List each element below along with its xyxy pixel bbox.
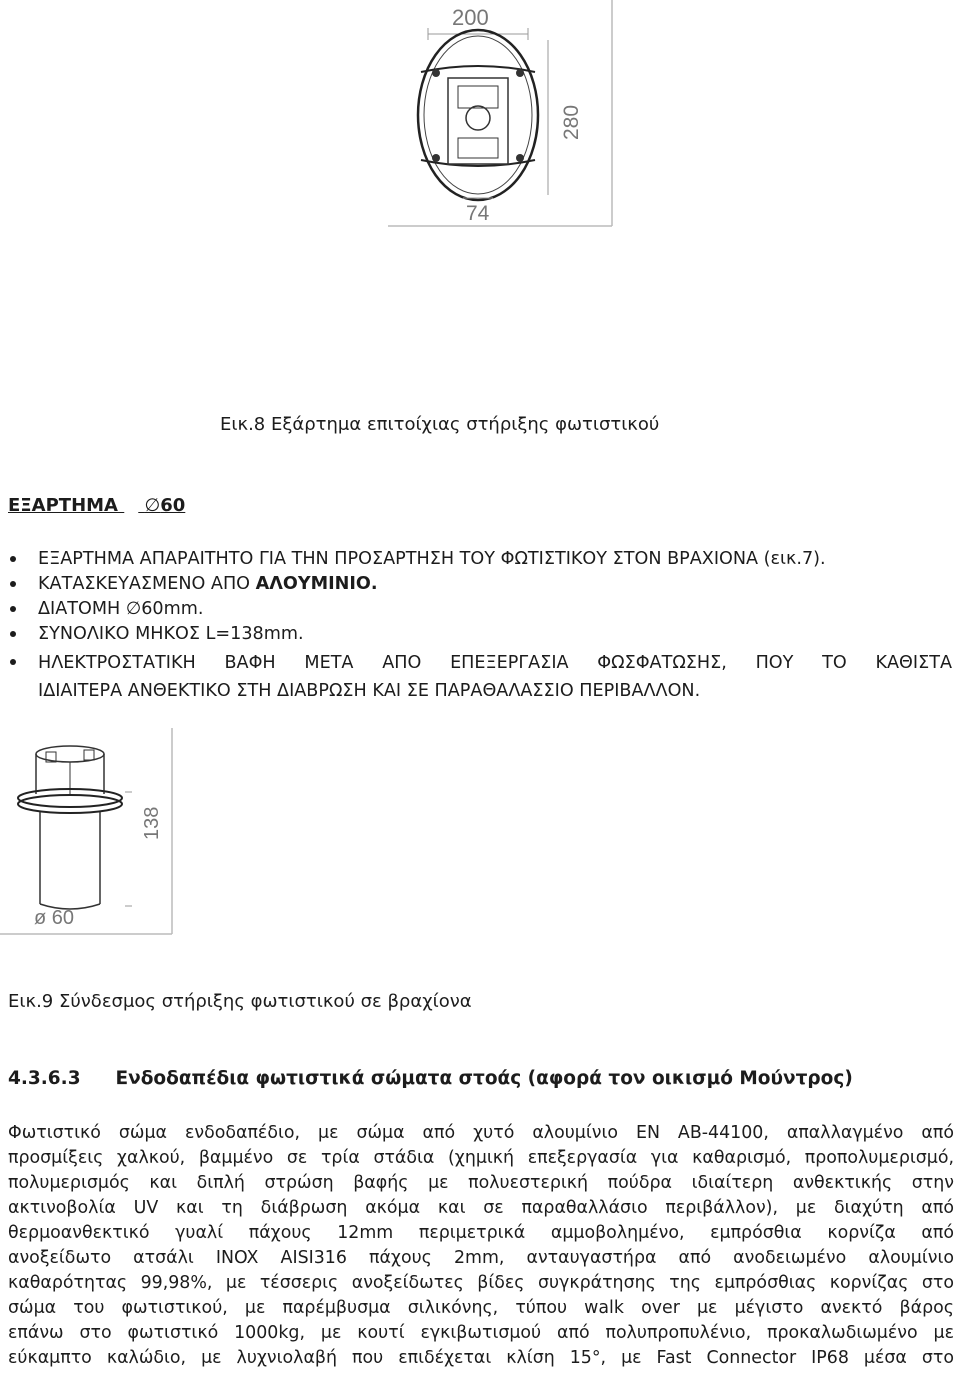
section-title: Ενδοδαπέδια φωτιστικά σώματα στοάς (αφορά τον οικισμό Μούντρος) bbox=[115, 1068, 853, 1089]
diameter-symbol: ∅ bbox=[144, 495, 161, 516]
paragraph-line: ανοξείδωτο ατσάλι INOX AISI316 πάχους 2mm, ανταυγαστήρα από ανοδειωμένο αλουμίνιο bbox=[8, 1248, 954, 1268]
dim-length-label: 138 bbox=[141, 806, 163, 840]
bullet-dot bbox=[10, 659, 16, 665]
figure-9-drawing bbox=[0, 728, 176, 936]
bullet-text-after: 60mm. bbox=[141, 599, 204, 619]
paragraph-line: Φωτιστικό σώμα ενδοδαπέδιο, με σώμα από χυτό αλουμίνιο EN AB-44100, απαλλαγμένο από bbox=[8, 1123, 954, 1143]
bullet-item bbox=[38, 598, 203, 620]
paragraph-line: ακτινοβολία UV και τη διάβρωση ακόμα και σε παραθαλλάσιο περιβάλλον), με διαχύτη από bbox=[8, 1198, 954, 1218]
connector-technical-drawing bbox=[0, 728, 176, 936]
bullet-item: ΕΞΑΡΤΗΜΑ ΑΠΑΡΑΙΤΗΤΟ ΓΙΑ ΤΗΝ ΠΡΟΣΑΡΤΗΣΗ ΤΟΥ ΦΩΤΙΣΤΙΚΟΥ ΣΤΟΝ ΒΡΑΧΙΟΝΑ (εικ.7). bbox=[38, 549, 826, 569]
section-number: 4.3.6.3 bbox=[8, 1068, 81, 1089]
bullet-dot bbox=[10, 606, 16, 612]
paragraph-line: επάνω στο φωτιστικό 1000kg, με κουτί εγκιβωτισμού από πολυπροπυλένιο, προκαλωδιωμένο με bbox=[8, 1323, 954, 1343]
dim-diameter-label: ø 60 bbox=[34, 907, 75, 929]
fitting-heading-label: ΕΞΑΡΤΗΜΑ bbox=[8, 495, 118, 516]
figure-9-caption: Εικ.9 Σύνδεσμος στήριξης φωτιστικού σε βραχίονα bbox=[8, 991, 472, 1012]
section-heading bbox=[8, 1068, 853, 1089]
bullet-item: ΗΛΕΚΤΡΟΣΤΑΤΙΚΗ ΒΑΦΗ ΜΕΤΑ ΑΠΟ ΕΠΕΞΕΡΓΑΣΙΑ ΦΩΣΦΑΤΩΣΗΣ, ΠΟΥ ΤΟ ΚΑΘΙΣΤΑ bbox=[38, 653, 952, 673]
bullet-item bbox=[38, 573, 378, 595]
fitting-heading bbox=[8, 495, 185, 516]
paragraph-line: σώμα του φωτιστικού, με παρέμβυσμα σιλικόνης, τύπου walk over με μέγιστο ανεκτό βάρος bbox=[8, 1298, 954, 1318]
figure-8-caption: Εικ.8 Εξάρτημα επιτοίχιας στήριξης φωτιστικού bbox=[220, 414, 660, 435]
bullet-item-continuation: ΙΔΙΑΙΤΕΡΑ ΑΝΘΕΚΤΙΚΟ ΣΤΗ ΔΙΑΒΡΩΣΗ ΚΑΙ ΣΕ ΠΑΡΑΘΑΛΑΣΣΙΟ ΠΕΡΙΒΑΛΛΟΝ. bbox=[38, 681, 701, 701]
dim-depth-label: 74 bbox=[466, 202, 490, 225]
paragraph-line: εύκαμπτο καλώδιο, με λυχνιολαβή που επιδέχεται κλίση 15°, με Fast Connector IP68 μέσα στο bbox=[8, 1348, 954, 1368]
bracket-technical-drawing bbox=[388, 0, 614, 228]
diameter-symbol: ∅ bbox=[125, 599, 142, 619]
paragraph-line: προσμίξεις χαλκού, βαμμένο σε τρία στάδια (χημική επεξεργασία για καθαρισμό, προπολυμερισμό, bbox=[8, 1148, 954, 1168]
bullet-bold-text: ΑΛΟΥΜΙΝΙΟ. bbox=[255, 574, 378, 594]
bullet-item: ΣΥΝΟΛΙΚΟ ΜΗΚΟΣ L=138mm. bbox=[38, 624, 304, 644]
dim-height-label: 280 bbox=[560, 104, 583, 140]
paragraph-line: πολυμερισμός και διπλή στρώση βαφής με πολυεστερική πούδρα ιδιαίτερη ανθεκτικής στην bbox=[8, 1173, 954, 1193]
bullet-dot bbox=[10, 631, 16, 637]
fitting-heading-value: 60 bbox=[160, 495, 186, 516]
figure-8-drawing bbox=[388, 0, 614, 228]
dim-width-label: 200 bbox=[452, 5, 489, 30]
paragraph-line: θερμοανθεκτικό γυαλί πάχους 12mm περιμετρικά αμμοβολημένο, εμπρόσθια κορνίζα από bbox=[8, 1223, 954, 1243]
bullet-dot bbox=[10, 556, 16, 562]
bullet-dot bbox=[10, 581, 16, 587]
bullet-text: ΚΑΤΑΣΚΕΥΑΣΜΕΝΟ ΑΠΟ bbox=[38, 574, 256, 594]
paragraph-line: καθαρότητας 99,98%, με τέσσερις ανοξείδωτες βίδες συγκράτησης της εμπρόσθιας κορνίζας στο bbox=[8, 1273, 954, 1293]
bullet-text: ΔΙΑΤΟΜΗ bbox=[38, 599, 126, 619]
